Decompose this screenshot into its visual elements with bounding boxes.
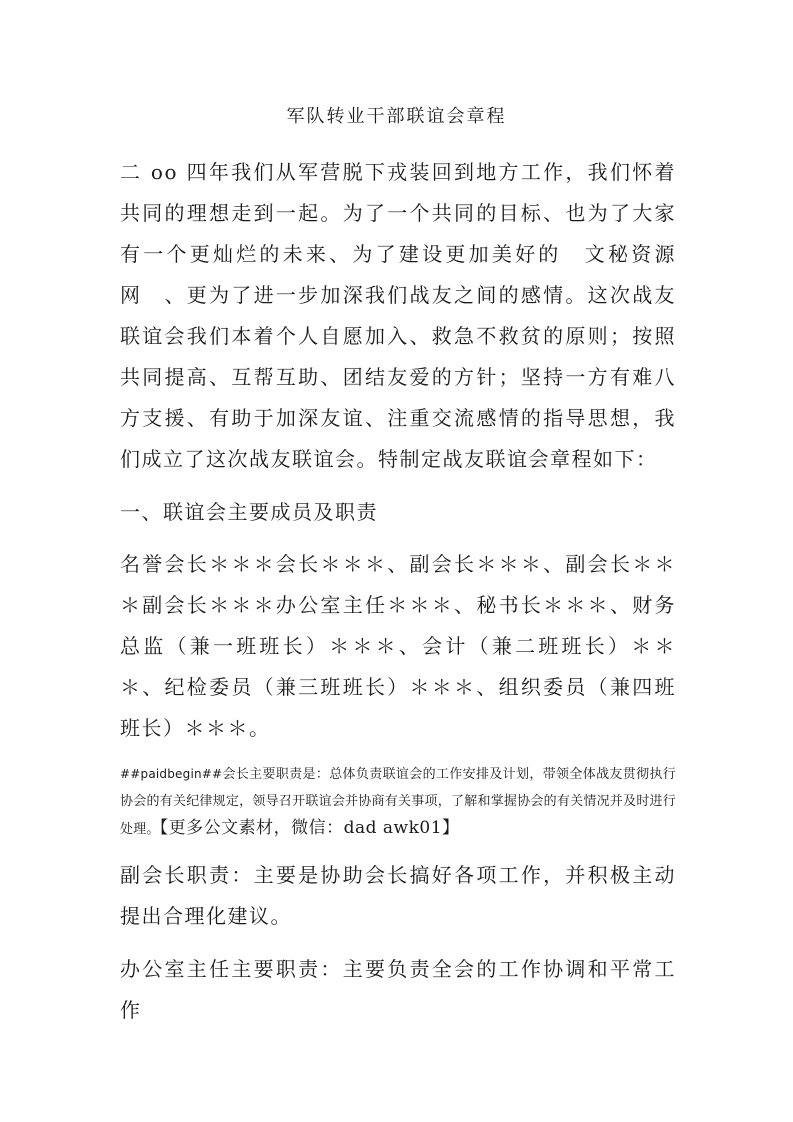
paid-marker: ##paidbegin## — [120, 767, 223, 781]
intro-paragraph: 二 oo 四年我们从军营脱下戎装回到地方工作，我们怀着共同的理想走到一起。为了一个共同的目标、也为了大家有一个更灿烂的未来、为了建设更加美好的 文秘资源网 、更为了进一步加深我们战友之间的感情。这次战友联谊会我们本着个人自愿加入、救急不救贫的原则；按照共同提高、互帮互助、团结友爱的方针；坚持一方有难八方支援、有助于加深友谊、注重交流感情的指导思想，我们成立了这次战友联谊会。特制定战友联谊会章程如下： — [120, 160, 676, 471]
president-duty-text: 会长主要职责是：总体负责联谊会的工作安排及计划，带领全体战友贯彻执行协会的有关纪律规定，领导召开联谊会并协商有关事项，了解和掌握协会的有关情况并及时进行处理。 — [120, 767, 676, 837]
president-duty-paragraph — [120, 761, 676, 843]
vice-president-duty-paragraph: 副会长职责：主要是协助会长搞好各项工作，并积极主动提出合理化建议。 — [120, 863, 676, 928]
promo-text: 【更多公文素材，微信：dad awk01】 — [159, 818, 460, 838]
members-paragraph: 名誉会长＊＊＊会长＊＊＊、副会长＊＊＊、副会长＊＊＊副会长＊＊＊办公室主任＊＊＊、秘书长＊＊＊、财务总监（兼一班班长）＊＊＊、会计（兼二班班长）＊＊＊、纪检委员（兼三班班长）＊＊＊、组织委员（兼四班班长）＊＊＊。 — [120, 552, 676, 740]
office-director-duty-paragraph: 办公室主任主要职责：主要负责全会的工作协调和平常工作 — [120, 957, 676, 1022]
section-heading-members: 一、联谊会主要成员及职责 — [120, 500, 378, 524]
document-title: 军队转业干部联谊会章程 — [286, 106, 507, 127]
document-body — [120, 152, 676, 1043]
